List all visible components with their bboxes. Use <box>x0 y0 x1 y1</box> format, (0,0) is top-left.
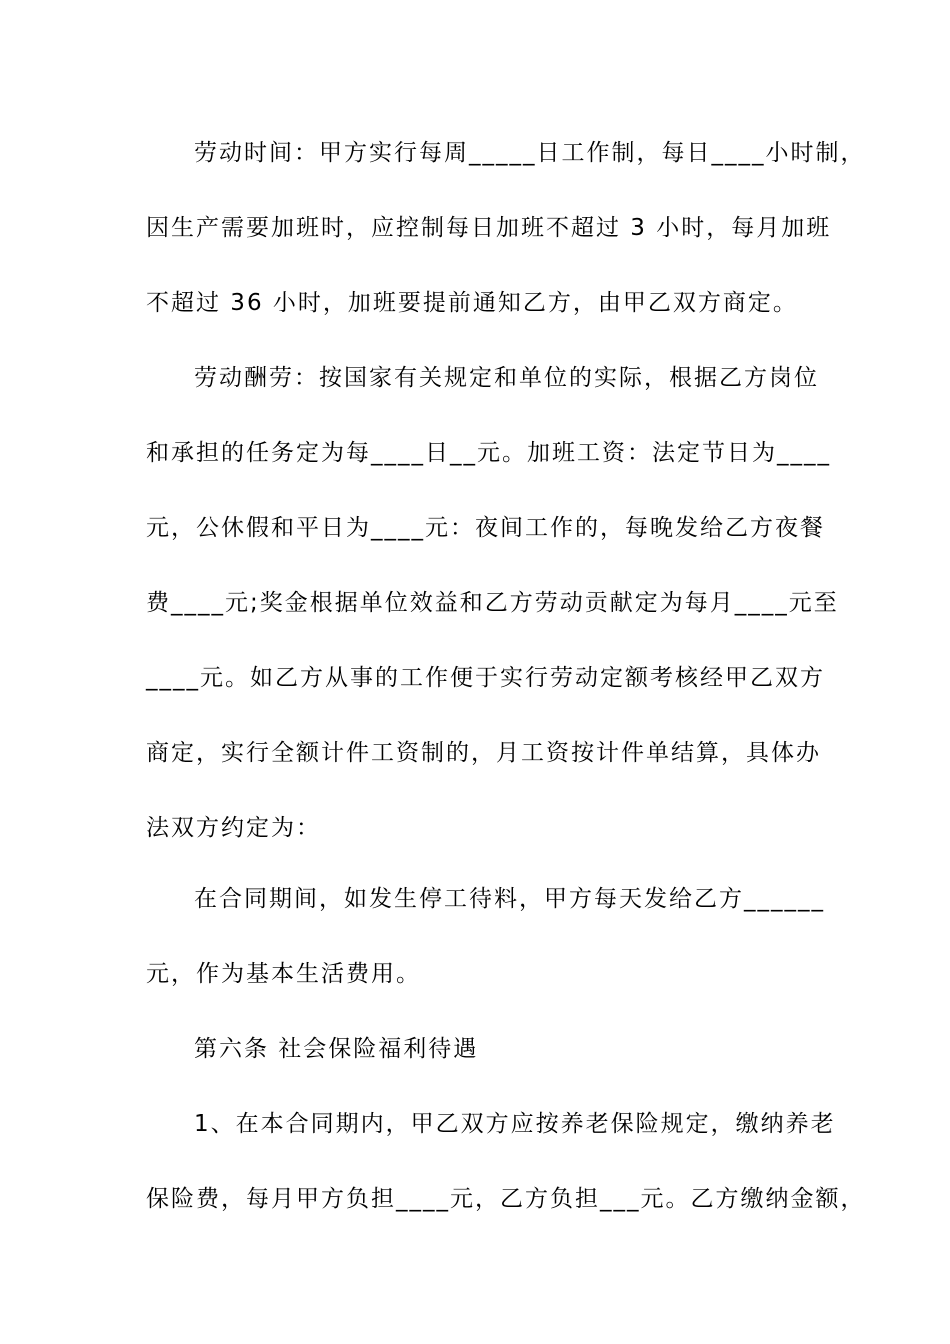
paragraph-line: 1、在本合同期内，甲乙双方应按养老保险规定，缴纳养老 <box>194 1111 836 1137</box>
section-heading: 第六条 社会保险福利待遇 <box>194 1036 479 1062</box>
paragraph-line: 法双方约定为： <box>146 815 321 841</box>
paragraph-line: 保险费，每月甲方负担____元，乙方负担___元。乙方缴纳金额， <box>146 1186 866 1212</box>
paragraph-line: 元，作为基本生活费用。 <box>146 961 421 987</box>
paragraph-line: 商定，实行全额计件工资制的，月工资按计件单结算，具体办 <box>146 740 821 766</box>
paragraph-line: 和承担的任务定为每____日__元。加班工资：法定节日为____ <box>146 440 831 466</box>
paragraph-line: 劳动酬劳：按国家有关规定和单位的实际，根据乙方岗位 <box>194 365 819 391</box>
paragraph-line: 劳动时间：甲方实行每周_____日工作制，每日____小时制， <box>194 140 866 166</box>
paragraph-line: 在合同期间，如发生停工待料，甲方每天发给乙方______ <box>194 886 825 912</box>
paragraph-line: 元，公休假和平日为____元：夜间工作的，每晚发给乙方夜餐 <box>146 515 825 541</box>
paragraph-line: ____元。如乙方从事的工作便于实行劳动定额考核经甲乙双方 <box>146 665 825 691</box>
paragraph-line: 不超过 36 小时，加班要提前通知乙方，由甲乙双方商定。 <box>146 290 798 316</box>
paragraph-line: 因生产需要加班时，应控制每日加班不超过 3 小时，每月加班 <box>146 215 832 241</box>
paragraph-line: 费____元;奖金根据单位效益和乙方劳动贡献定为每月____元至 <box>146 590 839 616</box>
